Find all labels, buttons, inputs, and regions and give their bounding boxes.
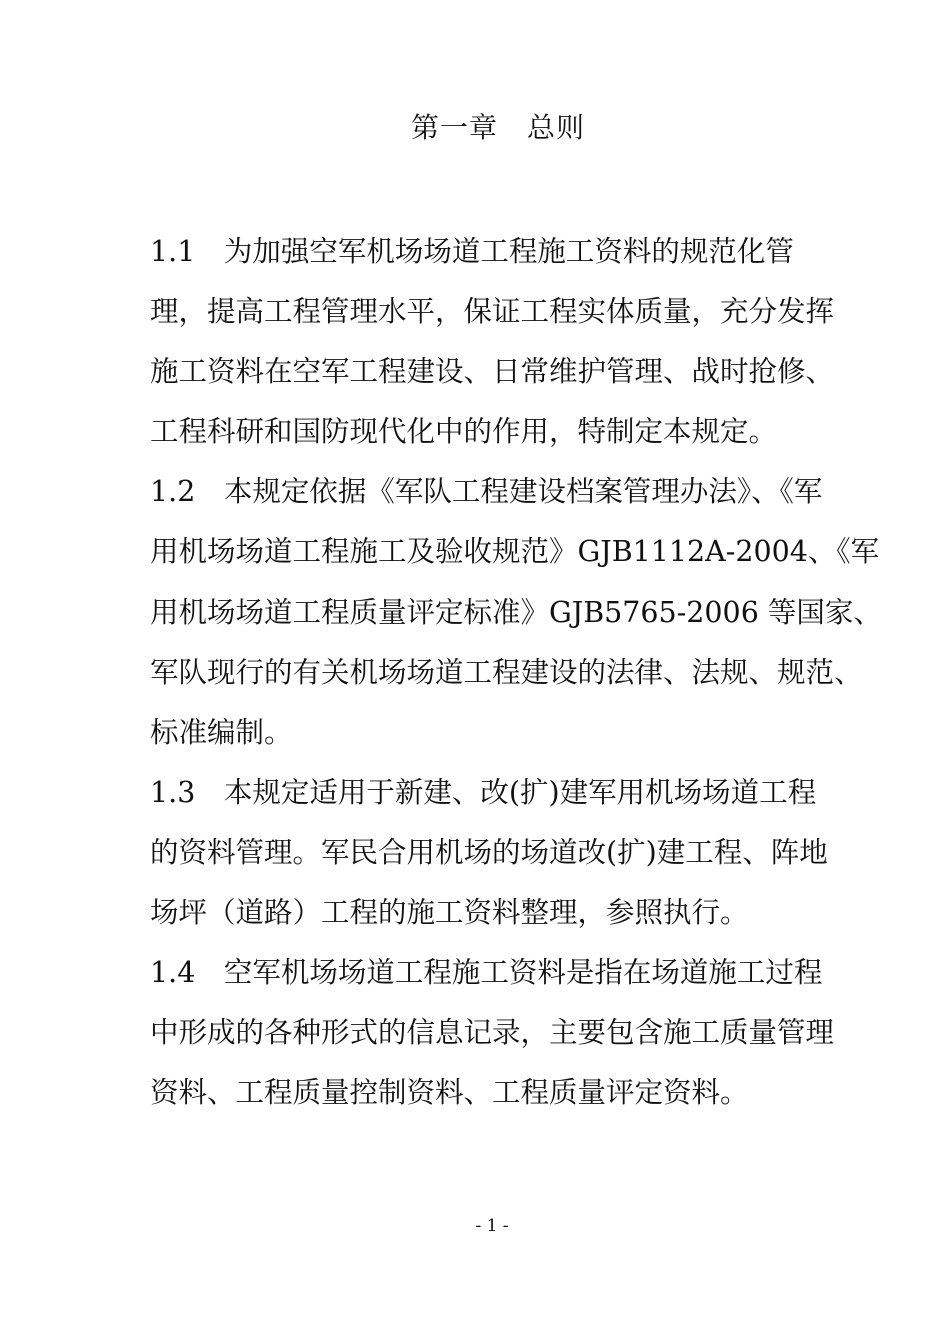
page-number: - 1 - bbox=[475, 1216, 509, 1236]
chapter-title: 第一章 总则 bbox=[410, 111, 585, 144]
text-line: 场坪（道路）工程的施工资料整理，参照执行。 bbox=[150, 896, 749, 930]
body-text bbox=[150, 222, 882, 1123]
text-line: 1.2 本规定依据《军队工程建设档案管理办法》、《军 bbox=[150, 475, 823, 509]
text-line: 军队现行的有关机场场道工程建设的法律、法规、规范、 bbox=[150, 655, 863, 689]
text-line: 中形成的各种形式的信息记录，主要包含施工质量管理 bbox=[150, 1016, 835, 1050]
text-line: 施工资料在空军工程建设、日常维护管理、战时抢修、 bbox=[150, 355, 835, 389]
text-line: 用机场场道工程质量评定标准》GJB5765-2006 等国家、 bbox=[150, 595, 882, 629]
text-line: 理，提高工程管理水平，保证工程实体质量，充分发挥 bbox=[150, 295, 835, 329]
text-line: 的资料管理。军民合用机场的场道改(扩)建工程、阵地 bbox=[150, 835, 828, 869]
text-line: 用机场场道工程施工及验收规范》GJB1112A-2004、《军 bbox=[150, 535, 880, 569]
text-line: 标准编制。 bbox=[150, 715, 293, 749]
text-line: 资料、工程质量控制资料、工程质量评定资料。 bbox=[150, 1076, 749, 1110]
text-line: 1.3 本规定适用于新建、改(扩)建军用机场场道工程 bbox=[150, 775, 817, 809]
text-line: 1.1 为加强空军机场场道工程施工资料的规范化管 bbox=[150, 235, 794, 268]
text-line: 工程科研和国防现代化中的作用，特制定本规定。 bbox=[150, 415, 778, 449]
text-line: 1.4 空军机场场道工程施工资料是指在场道施工过程 bbox=[150, 956, 823, 990]
